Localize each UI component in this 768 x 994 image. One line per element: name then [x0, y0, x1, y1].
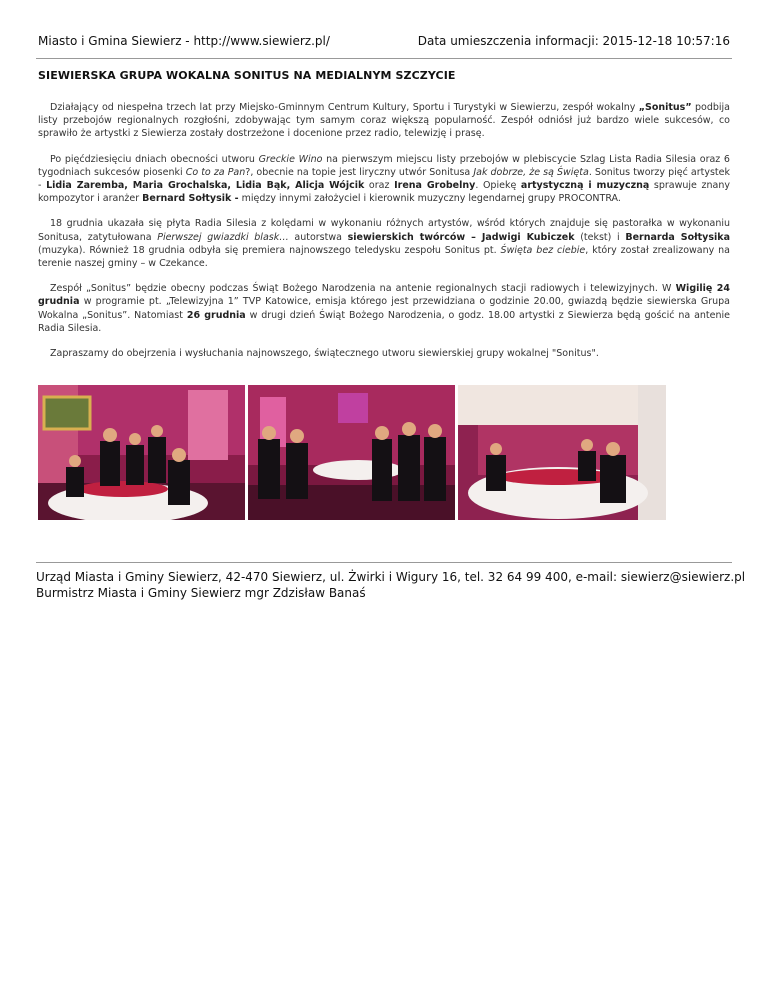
article-body	[38, 101, 730, 372]
header-divider	[36, 58, 732, 59]
paragraph-3: 18 grudnia ukazała się płyta Radia Silesia z kolędami w wykonaniu różnych artystów, wśród których znajduje się pastorałka w wykonaniu Sonitusa, zatytułowana Pierwszej gwiazdki blask… autorstwa siewierskich twórców – Jadwigi Kubiczek (tekst) i Bernarda Sołtysika (muzyka). Również 18 grudnia odbyła się premiera najnowszego teledysku zespołu Sonitus pt. Święta bez ciebie, który został zrealizowany na terenie naszej gminy – w Czekance.	[38, 218, 731, 270]
footer-mayor: Burmistrz Miasta i Gminy Siewierz mgr Zdzisław Banaś	[36, 585, 366, 600]
footer-address: Urząd Miasta i Gminy Siewierz, 42-470 Siewierz, ul. Żwirki i Wigury 16, tel. 32 64 99 400, e-mail: siewierz@siewierz.pl	[36, 570, 746, 584]
photo-3[interactable]	[458, 385, 666, 520]
publish-date: Data umieszczenia informacji: 2015-12-18 10:57:16	[417, 34, 730, 48]
photo-1[interactable]	[38, 385, 245, 520]
article-title: SIEWIERSKA GRUPA WOKALNA SONITUS NA MEDIALNYM SZCZYCIE	[38, 69, 456, 82]
paragraph-1: Działający od niespełna trzech lat przy Miejsko-Gminnym Centrum Kultury, Sportu i Turystyki w Siewierzu, zespół wokalny „Sonitus” podbija listy przebojów regionalnych rozgłośni, zdobywając tym samym coraz większą popularność. Zespół odniósł już bardzo wiele sukcesów, co sprawiło że artystki z Siewierza zostały dostrzeżone i docenione przez radio, telewizję i prasę.	[38, 102, 730, 140]
photo-gallery	[38, 385, 666, 520]
page-header	[38, 34, 730, 52]
footer-divider	[36, 562, 732, 563]
site-link[interactable]: Miasto i Gmina Siewierz - http://www.siewierz.pl/	[38, 34, 330, 48]
paragraph-2: Po pięćdziesięciu dniach obecności utworu Greckie Wino na pierwszym miejscu listy przebojów w plebiscycie Szlag Lista Radia Silesia oraz 6 tygodniach sukcesów piosenki Co to za Pan?, obecnie na topie jest liryczny utwór Sonitusa Jak dobrze, że są Święta. Sonitus tworzy pięć artystek - Lidia Zaremba, Maria Grochalska, Lidia Bąk, Alicja Wójcik oraz Irena Grobelny. Opiekę artystyczną i muzyczną sprawuje znany kompozytor i aranżer Bernard Sołtysik - między innymi założyciel i kierownik muzyczny legendarnej grupy PROCONTRA.	[38, 153, 731, 205]
page-footer	[36, 570, 745, 601]
paragraph-4: Zespół „Sonitus” będzie obecny podczas Świąt Bożego Narodzenia na antenie regionalnych stacji radiowych i telewizyjnych. W Wigilię 24 grudnia w programie pt. „Telewizyjna 1” TVP Katowice, emisja którego jest przewidziana o godzinie 20.00, gwiazdą będzie siewierska Grupa Wokalna „Sonitus”. Natomiast 26 grudnia w drugi dzień Świąt Bożego Narodzenia, o godz. 18.00 artystki z Siewierza będą gościć na antenie Radia Silesia.	[38, 283, 731, 334]
photo-2[interactable]	[248, 385, 455, 520]
paragraph-5: Zapraszamy do obejrzenia i wysłuchania najnowszego, świątecznego utworu siewierskiej grupy wokalnej "Sonitus".	[50, 348, 599, 360]
